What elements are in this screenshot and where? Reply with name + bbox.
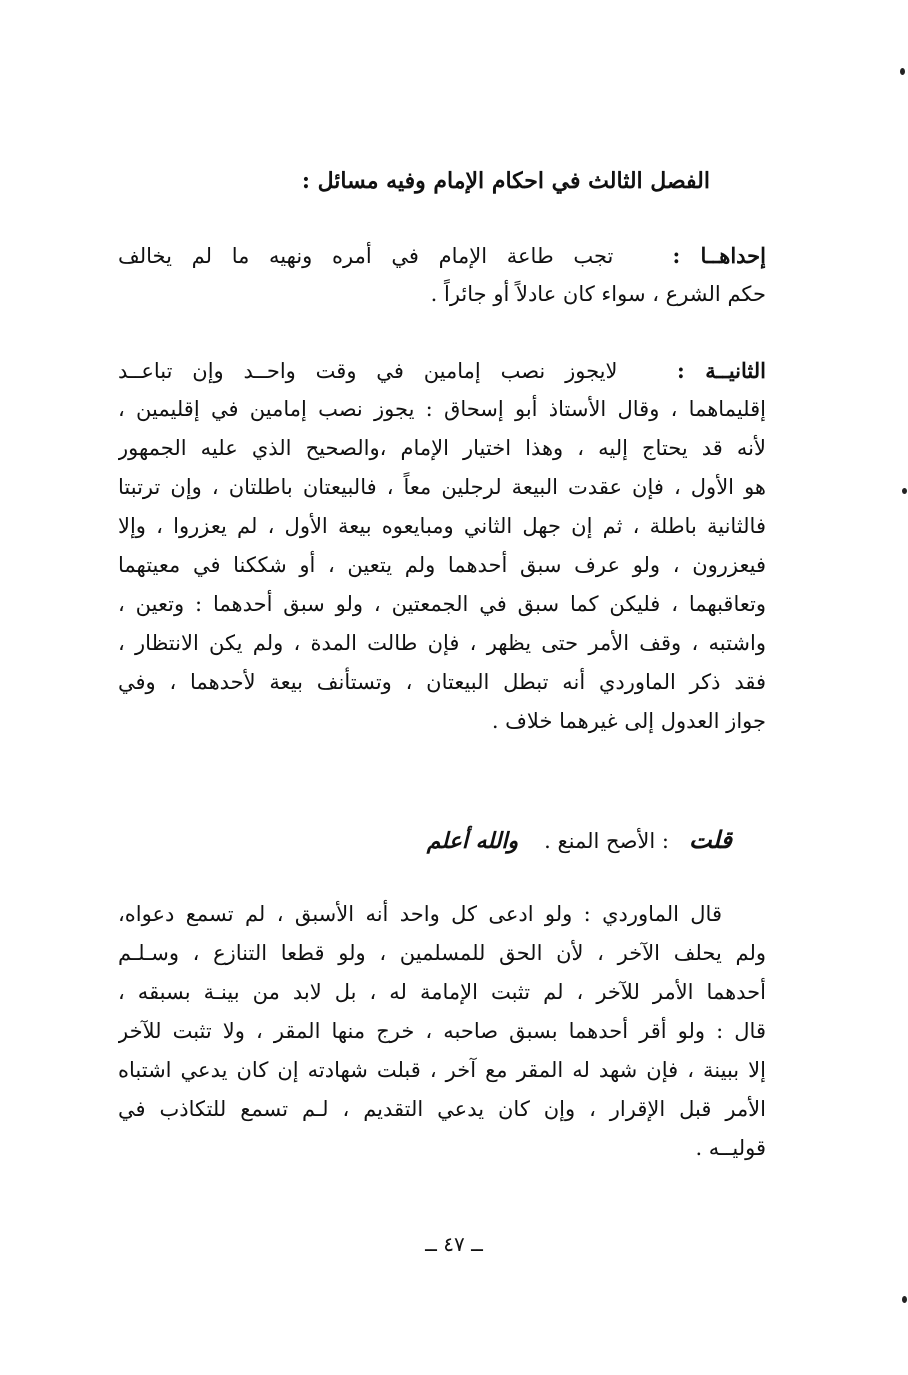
page-number: ــ ٤٧ ــ (425, 1232, 483, 1256)
paragraph-line: إلا ببينة ، فإن شهد له المقر مع آخر ، قبلت شهادته إن كان يدعي اشتباه (118, 1058, 766, 1082)
qult-text: : الأصح المنع . (544, 829, 669, 853)
paragraph-line: قال الماوردي : ولو ادعى كل واحد أنه الأسبق ، لم تسمع دعواه، (118, 902, 722, 926)
paragraph-first-issue (118, 236, 766, 314)
scan-speck (900, 68, 905, 75)
paragraph-line: أحدهما الأمر للآخر ، لم تثبت الإمامة له ، بل لابد من بينـة بسبقه ، (118, 980, 766, 1004)
qult-label: قلت (689, 825, 732, 854)
issue-label-second: الثانيــة : (677, 358, 766, 383)
paragraph-line (118, 236, 766, 275)
paragraph-line: فالثانية باطلة ، ثم إن جهل الثاني ومبايعوه بيعة الأول ، لم يعزروا ، وإلا (118, 514, 766, 538)
scan-speck (902, 488, 907, 494)
paragraph-second-issue (118, 351, 766, 741)
issue-label-first: إحداهــا : (672, 243, 766, 268)
paragraph-line: فقد ذكر الماوردي أنه تبطل البيعتان ، وتستأنف بيعة لأحدهما ، وفي (118, 670, 766, 694)
paragraph-line: واشتبه ، وقف الأمر حتى يظهر ، فإن طالت المدة ، ولم يكن الانتظار ، (118, 631, 766, 655)
paragraph-line: إقليماهما ، وقال الأستاذ أبو إسحاق : يجوز نصب إمامين في إقليمين ، (118, 397, 766, 421)
scan-speck (902, 1296, 907, 1303)
chapter-heading: الفصل الثالث في احكام الإمام وفيه مسائل : (301, 168, 710, 194)
paragraph-line (118, 351, 766, 390)
paragraph-line: حكم الشرع ، سواء كان عادلاً أو جائراً . (430, 282, 766, 306)
paragraph-line: لأنه قد يحتاج إليه ، وهذا اختيار الإمام ،والصحيح الذي عليه الجمهور (118, 436, 766, 460)
paragraph-line: قوليــه . (695, 1136, 766, 1160)
paragraph-line: ولم يحلف الآخر ، لأن الحق للمسلمين ، ولو قطعا التنازع ، وسـلـم (118, 941, 766, 965)
paragraph-line: جواز العدول إلى غيرهما خلاف . (491, 709, 766, 733)
paragraph-line: وتعاقبهما ، فليكن كما سبق في الجمعتين ، ولو سبق أحدهما : وتعين ، (118, 592, 766, 616)
line-text: تجب طاعة الإمام في أمره ونهيه ما لم يخالف (118, 244, 614, 268)
paragraph-line: الأمر قبل الإقرار ، وإن كان يدعي التقديم ، لـم تسمع للتكاذب في (118, 1097, 766, 1121)
closing-phrase: والله أعلم (426, 828, 519, 854)
paragraph-line: قال : ولو أقر أحدهما بسبق صاحبه ، خرج منها المقر ، ولا تثبت للآخر (118, 1019, 766, 1043)
line-text: لايجوز نصب إمامين في وقت واحــد وإن تباعــد (118, 359, 618, 383)
qult-note (427, 825, 732, 854)
paragraph-mawardi (118, 895, 766, 1168)
paragraph-line: فيعزرون ، ولو عرف سبق أحدهما ولم يتعين ، أو شككنا في معيتهما (118, 553, 766, 577)
paragraph-line: هو الأول ، فإن عقدت البيعة لرجلين معاً ، فالبيعتان باطلتان ، وإن ترتبتا (118, 475, 766, 499)
